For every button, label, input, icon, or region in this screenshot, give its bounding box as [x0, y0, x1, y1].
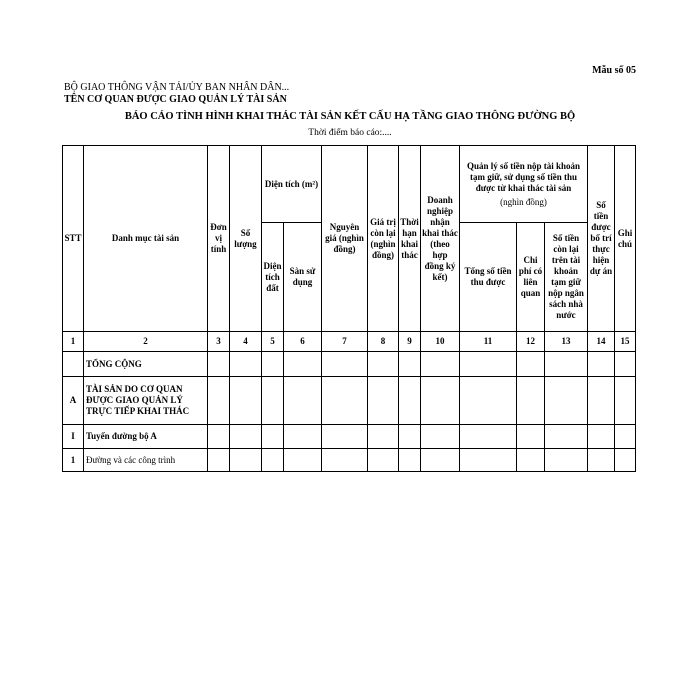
col-num: 12	[517, 332, 545, 352]
header-land-area: Diện tích đất	[262, 223, 284, 332]
row-name: TỔNG CỘNG	[84, 352, 208, 377]
col-num: 6	[284, 332, 322, 352]
col-num: 15	[615, 332, 636, 352]
col-num: 8	[368, 332, 399, 352]
header-floor-area: Sàn sử dụng	[284, 223, 322, 332]
header-unit: Đơn vị tính	[208, 146, 230, 332]
header-asset-list: Danh mục tài sản	[84, 146, 208, 332]
header-remaining-value: Giá trị còn lại (nghìn đồng)	[368, 146, 399, 332]
col-num: 10	[421, 332, 460, 352]
row-stt	[63, 352, 84, 377]
header-enterprise: Doanh nghiệp nhận khai thác (theo hợp đồng ký kết)	[421, 146, 460, 332]
header-stt: STT	[63, 146, 84, 332]
row-stt: 1	[63, 449, 84, 472]
form-number: Mẫu số 05	[592, 65, 636, 76]
header-total-collected: Tổng số tiền thu được	[460, 223, 517, 332]
row-stt: I	[63, 425, 84, 449]
header-quantity: Số lượng	[230, 146, 262, 332]
column-number-row	[63, 332, 636, 352]
row-stt: A	[63, 377, 84, 425]
money-group-label: Quản lý số tiền nộp tài khoản tạm giữ, sử dụng số tiền thu được từ khai thác tài sản	[466, 160, 581, 193]
agency-line: TÊN CƠ QUAN ĐƯỢC GIAO QUẢN LÝ TÀI SẢN	[64, 94, 287, 105]
table-row	[63, 449, 636, 472]
money-unit-label: (nghìn đồng)	[500, 196, 547, 207]
header-original-price: Nguyên giá (nghìn đồng)	[322, 146, 368, 332]
col-num: 3	[208, 332, 230, 352]
row-name: TÀI SẢN DO CƠ QUAN ĐƯỢC GIAO QUẢN LÝ TRỰC TIẾP KHAI THÁC	[84, 377, 208, 425]
header-exploit-term: Thời hạn khai thác	[399, 146, 421, 332]
report-table	[62, 145, 636, 472]
table-row	[63, 352, 636, 377]
col-num: 14	[588, 332, 615, 352]
col-num: 7	[322, 332, 368, 352]
header-project-funds: Số tiền được bố trí thực hiện dự án	[588, 146, 615, 332]
col-num: 2	[84, 332, 208, 352]
header-area-group: Diện tích (m²)	[262, 146, 322, 223]
agency-header	[64, 82, 289, 106]
col-num: 13	[545, 332, 588, 352]
header-related-costs: Chi phí có liên quan	[517, 223, 545, 332]
ministry-line: BỘ GIAO THÔNG VẬN TẢI/ỦY BAN NHÂN DÂN...	[64, 82, 290, 93]
col-num: 11	[460, 332, 517, 352]
table-row	[63, 377, 636, 425]
col-num: 4	[230, 332, 262, 352]
row-name: Đường và các công trình	[84, 449, 208, 472]
col-num: 9	[399, 332, 421, 352]
col-num: 5	[262, 332, 284, 352]
report-time: Thời điểm báo cáo:....	[308, 128, 392, 138]
report-title: BÁO CÁO TÌNH HÌNH KHAI THÁC TÀI SẢN KẾT CẤU HẠ TẦNG GIAO THÔNG ĐƯỜNG BỘ	[124, 111, 576, 122]
table-row	[63, 425, 636, 449]
header-remaining-budget: Số tiền còn lại trên tài khoản tạm giữ nộp ngân sách nhà nước	[545, 223, 588, 332]
row-name: Tuyến đường bộ A	[84, 425, 208, 449]
header-notes: Ghi chú	[615, 146, 636, 332]
col-num: 1	[63, 332, 84, 352]
header-money-group	[460, 146, 588, 223]
